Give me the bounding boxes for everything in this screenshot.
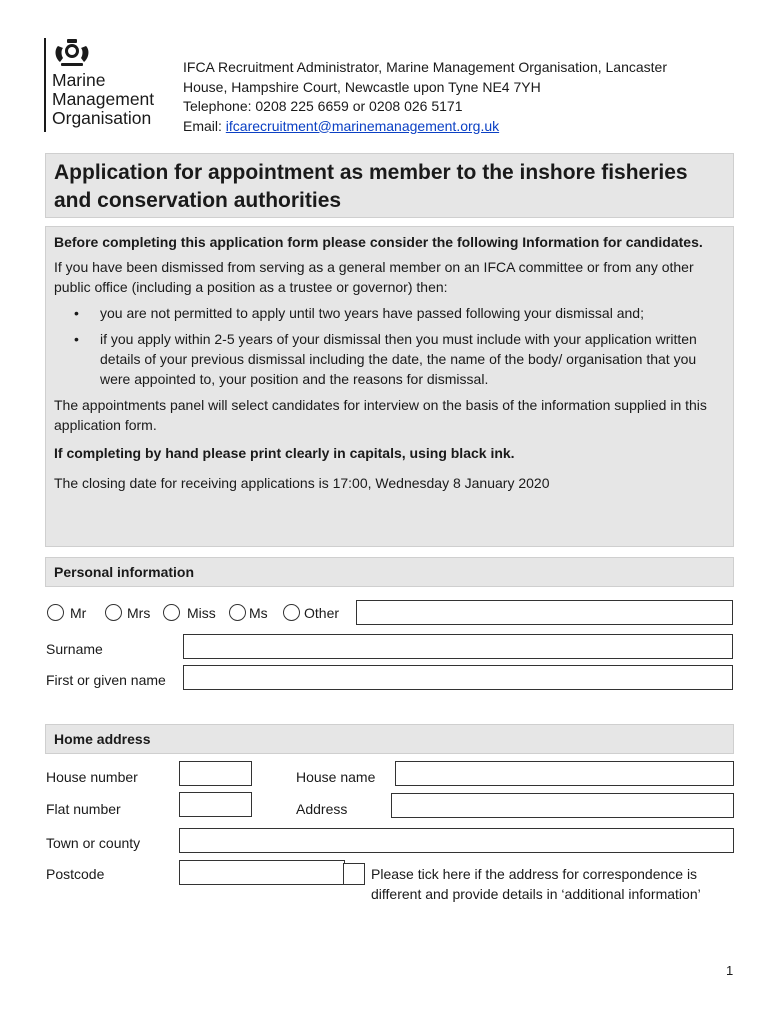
surname-input[interactable]: [183, 634, 733, 659]
contact-block: [183, 58, 743, 136]
page-number: 1: [726, 963, 734, 978]
town-input[interactable]: [179, 828, 734, 853]
house-number-label: House number: [46, 769, 138, 785]
postcode-input[interactable]: [179, 860, 345, 885]
email-link[interactable]: ifcarecruitment@marinemanagement.org.uk: [225, 117, 500, 134]
title-radio-ms[interactable]: [229, 604, 246, 621]
mmo-logo: [44, 38, 174, 132]
title-label-miss: Miss: [187, 605, 216, 621]
info-bullet: • you are not permitted to apply until two years have passed following your dismissal and;: [54, 303, 725, 323]
info-panel: The appointments panel will select candidates for interview on the basis of the information supplied in this application form.: [54, 397, 707, 433]
title-label-other: Other: [304, 605, 340, 621]
royal-crest-icon: [52, 38, 92, 68]
title-box: [45, 153, 734, 218]
flat-number-label: Flat number: [46, 801, 121, 817]
title-label-mrs: Mrs: [127, 605, 151, 621]
correspondence-note: Please tick here if the address for correspondence is different and provide details in ‘additional information’: [371, 866, 701, 902]
info-bullets: [54, 303, 725, 389]
first-name-input[interactable]: [183, 665, 733, 690]
address-input[interactable]: [391, 793, 734, 818]
address-label: Address: [296, 801, 348, 817]
contact-email-line: [183, 117, 743, 137]
title-radio-other[interactable]: [283, 604, 300, 621]
email-label: Email:: [183, 117, 226, 134]
personal-info-heading: Personal information: [45, 557, 734, 587]
house-name-label: House name: [296, 769, 376, 785]
home-address-heading: Home address: [45, 724, 734, 754]
title-radio-mrs[interactable]: [105, 604, 122, 621]
flat-number-input[interactable]: [179, 792, 252, 817]
title-label-ms: Ms: [249, 605, 268, 621]
town-label: Town or county: [46, 835, 141, 851]
postcode-label: Postcode: [46, 866, 105, 882]
contact-address-line1: IFCA Recruitment Administrator, Marine Management Organisation, Lancaster: [183, 59, 667, 75]
info-closing-date: The closing date for receiving applications is 17:00, Wednesday 8 January 2020: [54, 475, 550, 491]
logo-rule: [44, 38, 46, 132]
info-box: [45, 226, 734, 547]
contact-address-line2: House, Hampshire Court, Newcastle upon Tyne NE4 7YH: [183, 78, 541, 95]
house-name-input[interactable]: [395, 761, 734, 786]
correspondence-checkbox[interactable]: [343, 863, 365, 885]
info-lead: Before completing this application form please consider the following Information for candidates.: [54, 234, 703, 250]
title-label-mr: Mr: [70, 605, 87, 621]
title-other-input[interactable]: [356, 600, 733, 625]
page-title: Application for appointment as member to the inshore fisheries and conservation authorities: [54, 161, 688, 212]
org-name: Marine Management Organisation: [52, 70, 155, 128]
contact-telephone: Telephone: 0208 225 6659 or 0208 026 5171: [183, 98, 463, 114]
house-number-input[interactable]: [179, 761, 252, 786]
info-hand-note: If completing by hand please print clearly in capitals, using black ink.: [54, 445, 515, 461]
info-bullet: • if you apply within 2-5 years of your dismissal then you must include with your application written details of your previous dismissal including the date, the name of the body/ organisation that you were appointed to, your position and the reasons for dismissal.: [54, 329, 725, 389]
title-radio-mr[interactable]: [47, 604, 64, 621]
surname-label: Surname: [46, 641, 103, 657]
info-intro: If you have been dismissed from serving as a general member on an IFCA committee or from any other public office (including a position as a trustee or governor) then:: [54, 259, 694, 295]
title-radio-miss[interactable]: [163, 604, 180, 621]
first-name-label: First or given name: [46, 672, 166, 688]
